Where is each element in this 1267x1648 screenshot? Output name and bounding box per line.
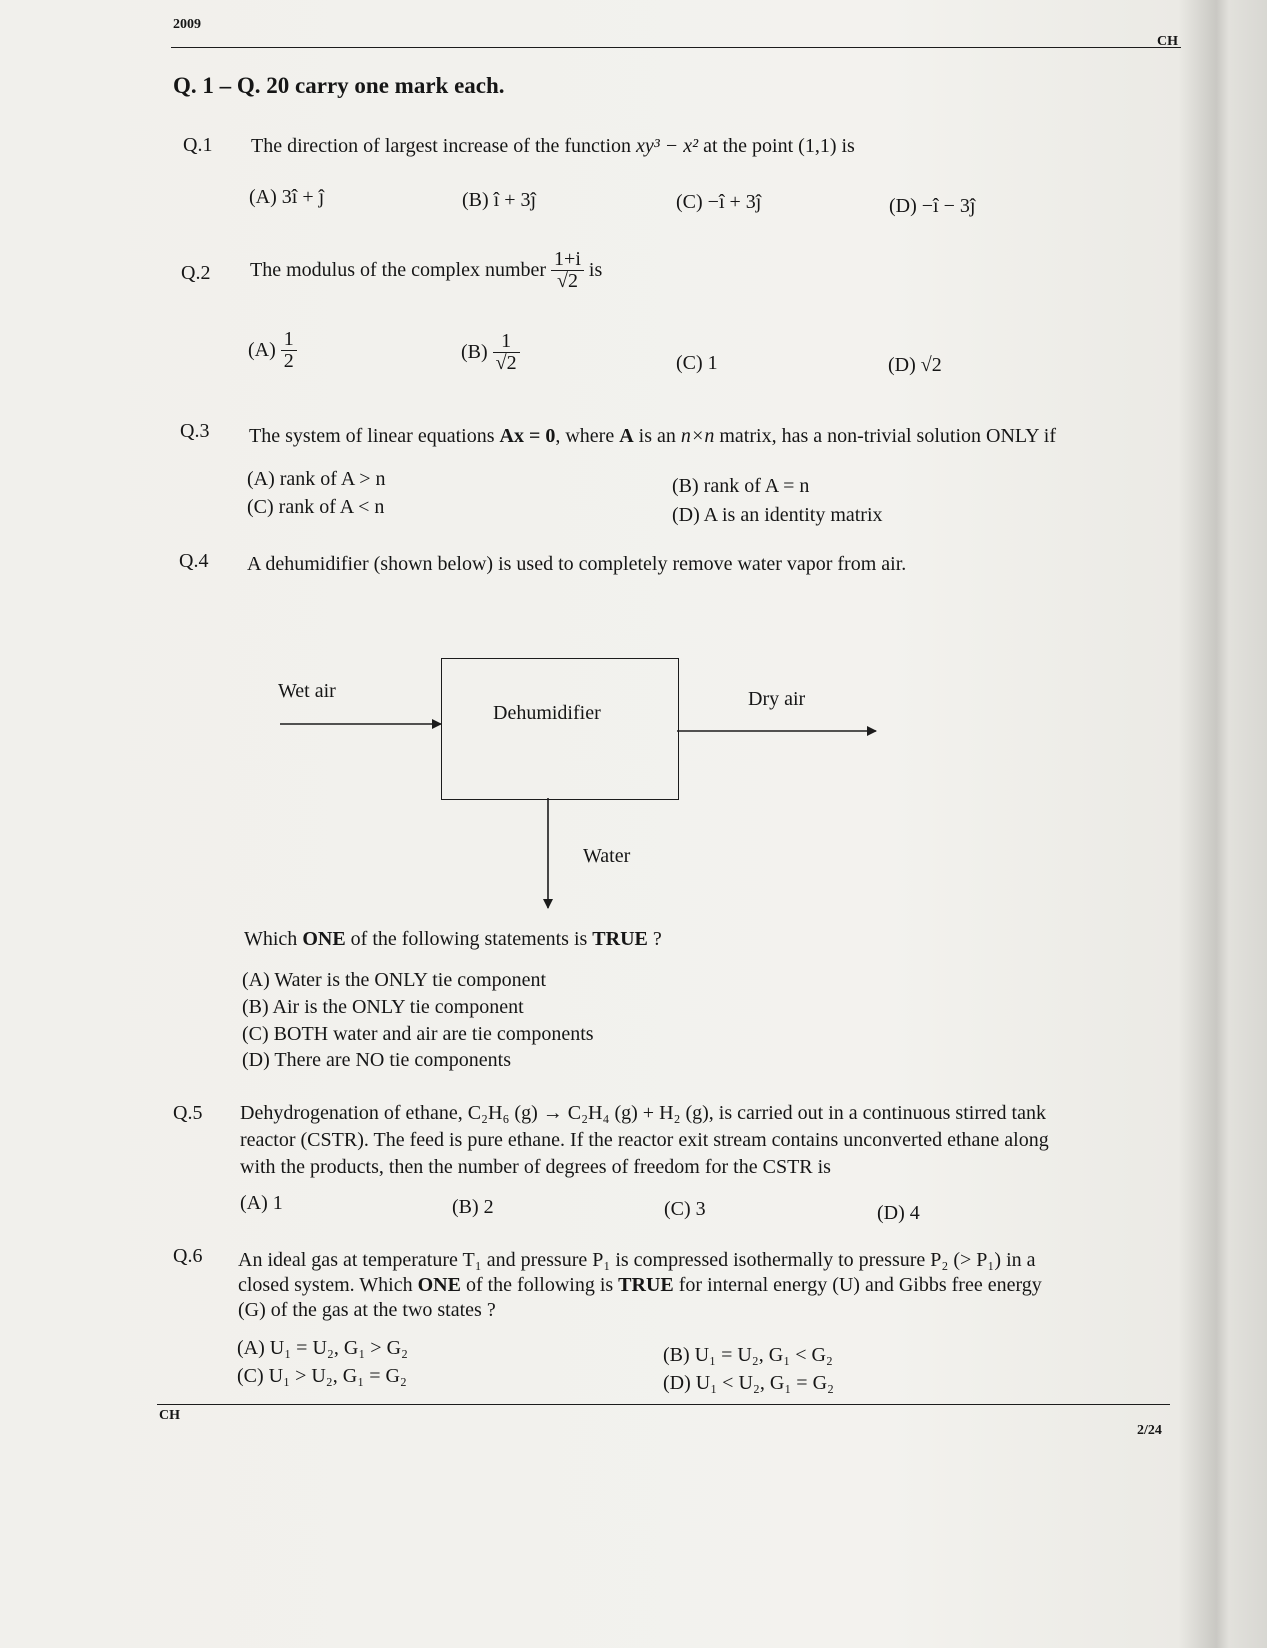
q1-option-d: (D) −î − 3ĵ bbox=[889, 195, 976, 217]
footer-rule bbox=[157, 1404, 1170, 1405]
q3-option-d: (D) A is an identity matrix bbox=[672, 504, 883, 526]
q6-number: Q.6 bbox=[173, 1245, 203, 1267]
q2-text: The modulus of the complex number $\frac{1+i}{√2}$ is bbox=[250, 248, 603, 292]
header-subject: CH bbox=[1157, 34, 1178, 49]
q2-number: Q.2 bbox=[181, 262, 211, 284]
q1-function: xy³ − x² bbox=[636, 135, 699, 157]
q6-option-a: (A) U₁ = U₂, G₁ > G₂ bbox=[237, 1337, 408, 1359]
q5-number: Q.5 bbox=[173, 1102, 203, 1124]
q5-line1: Dehydrogenation of ethane, C₂H₆ (g) → C₂H₄ (g) + H₂ (g), is carried out in a continuous stirred tank bbox=[240, 1102, 1046, 1124]
q3-option-c: (C) rank of A < n bbox=[247, 496, 385, 518]
q5-option-d: (D) 4 bbox=[877, 1202, 920, 1224]
q5-option-c: (C) 3 bbox=[664, 1198, 706, 1220]
q4-number: Q.4 bbox=[179, 550, 209, 572]
diagram-outlet-label: Dry air bbox=[748, 688, 806, 710]
q4-prompt: Which ONE of the following statements is TRUE ? bbox=[244, 928, 662, 950]
diagram-inlet-label: Wet air bbox=[278, 680, 336, 702]
q6-option-b: (B) U₁ = U₂, G₁ < G₂ bbox=[663, 1344, 833, 1366]
diagram-bottom-label: Water bbox=[583, 845, 631, 867]
q2-fraction: $\frac{1+i}{√2}$ bbox=[551, 249, 584, 292]
q4-option-a: (A) Water is the ONLY tie component bbox=[242, 969, 547, 991]
q3-option-a: (A) rank of A > n bbox=[247, 468, 386, 490]
q6-option-d: (D) U₁ < U₂, G₁ = G₂ bbox=[663, 1372, 834, 1394]
q5-line3: with the products, then the number of degrees of freedom for the CSTR is bbox=[240, 1156, 831, 1178]
q4-text: A dehumidifier (shown below) is used to completely remove water vapor from air. bbox=[247, 553, 907, 575]
footer-page: 2/24 bbox=[1137, 1423, 1162, 1438]
q3-text: The system of linear equations Ax = 0, where A is an n×n matrix, has a non-trivial solution ONLY if bbox=[249, 425, 1057, 447]
q4-option-b: (B) Air is the ONLY tie component bbox=[242, 996, 524, 1018]
q6-line2: closed system. Which ONE of the following is TRUE for internal energy (U) and Gibbs free energy bbox=[238, 1274, 1042, 1296]
q4-option-d: (D) There are NO tie components bbox=[242, 1049, 511, 1071]
q1-option-a: (A) 3î + ĵ bbox=[249, 186, 325, 208]
header-year: 2009 bbox=[173, 17, 201, 32]
q6-option-c: (C) U₁ > U₂, G₁ = G₂ bbox=[237, 1365, 407, 1387]
footer-subject: CH bbox=[159, 1408, 180, 1423]
q2-option-a: (A) $\frac{1}{2}$ bbox=[248, 329, 297, 372]
q1-text: The direction of largest increase of the function xy³ − x² at the point (1,1) is bbox=[251, 135, 855, 157]
q2-option-b: (B) $\frac{1}{√2}$ bbox=[461, 331, 520, 374]
q1-number: Q.1 bbox=[183, 134, 213, 156]
q2-option-d: (D) √2 bbox=[888, 354, 942, 376]
q2-option-c: (C) 1 bbox=[676, 352, 718, 374]
q3-option-b: (B) rank of A = n bbox=[672, 475, 810, 497]
q6-line1: An ideal gas at temperature T₁ and pressure P₁ is compressed isothermally to pressure P₂ (> P₁) in a bbox=[238, 1249, 1036, 1271]
q1-option-c: (C) −î + 3ĵ bbox=[676, 191, 762, 213]
q6-line3: (G) of the gas at the two states ? bbox=[238, 1299, 496, 1321]
q5-line2: reactor (CSTR). The feed is pure ethane. If the reactor exit stream contains unconverted ethane along bbox=[240, 1129, 1049, 1151]
q4-option-c: (C) BOTH water and air are tie components bbox=[242, 1023, 594, 1045]
q3-number: Q.3 bbox=[180, 420, 210, 442]
q5-option-b: (B) 2 bbox=[452, 1196, 494, 1218]
q1-option-b: (B) î + 3ĵ bbox=[462, 189, 537, 211]
q5-option-a: (A) 1 bbox=[240, 1192, 283, 1214]
diagram-unit-label: Dehumidifier bbox=[493, 702, 601, 724]
section-title: Q. 1 – Q. 20 carry one mark each. bbox=[173, 73, 505, 98]
